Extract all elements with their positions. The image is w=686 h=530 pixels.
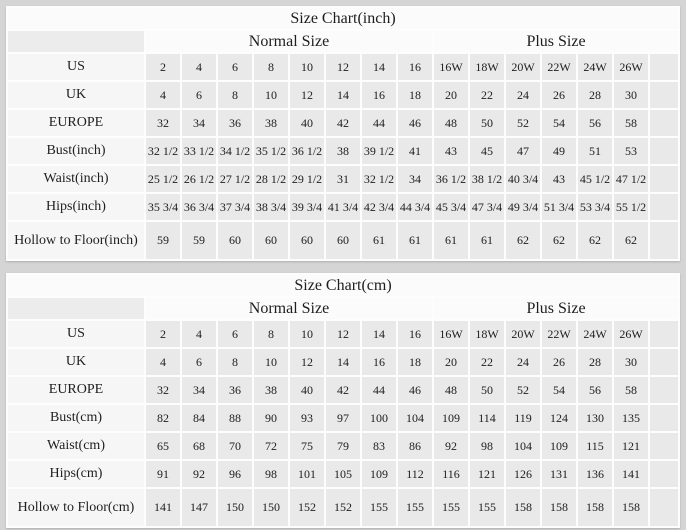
row-label: UK [8,349,144,375]
size-chart-inch [6,6,680,261]
size-cell: 34 [182,110,216,136]
row-label: US [8,54,144,80]
size-cell: 29 1/2 [290,166,324,192]
size-cell: 51 3/4 [542,194,576,220]
size-cell: 61 [434,222,468,259]
size-cell: 91 [146,461,180,487]
size-cell: 116 [434,461,468,487]
size-cell: 26W [614,54,648,80]
size-cell: 31 [326,166,360,192]
filler-cell [650,194,678,220]
filler-cell [650,433,678,459]
filler-cell [650,405,678,431]
size-cell: 6 [182,349,216,375]
size-cell: 54 [542,377,576,403]
row-label: Hips(cm) [8,461,144,487]
size-cell: 93 [290,405,324,431]
size-cell: 59 [146,222,180,259]
size-cell: 41 3/4 [326,194,360,220]
size-cell: 36 3/4 [182,194,216,220]
size-cell: 38 [326,138,360,164]
size-cell: 4 [182,321,216,347]
size-cell: 43 [434,138,468,164]
size-cell: 126 [506,461,540,487]
row-label: Bust(inch) [8,138,144,164]
size-cell: 10 [254,82,288,108]
size-cell: 24 [506,82,540,108]
size-cell: 105 [326,461,360,487]
size-cell: 152 [326,489,360,526]
size-cell: 119 [506,405,540,431]
size-cell: 88 [218,405,252,431]
size-cell: 20 [434,349,468,375]
size-cell: 30 [614,349,648,375]
table-row [8,166,678,192]
size-cell: 62 [578,222,612,259]
size-cell: 36 1/2 [290,138,324,164]
size-cell: 92 [434,433,468,459]
size-cell: 53 3/4 [578,194,612,220]
size-cell: 43 [542,166,576,192]
size-cell: 121 [470,461,504,487]
size-cell: 62 [614,222,648,259]
size-cell: 75 [290,433,324,459]
row-label: EUROPE [8,110,144,136]
size-cell: 61 [470,222,504,259]
size-cell: 10 [290,321,324,347]
size-cell: 101 [290,461,324,487]
filler-cell [650,82,678,108]
size-cell: 34 [182,377,216,403]
size-cell: 46 [398,377,432,403]
size-cell: 155 [362,489,396,526]
size-cell: 86 [398,433,432,459]
size-cell: 20W [506,321,540,347]
table-row [8,349,678,375]
size-cell: 28 [578,82,612,108]
size-cell: 24 [506,349,540,375]
size-cell: 42 [326,377,360,403]
size-cell: 104 [398,405,432,431]
size-cell: 54 [542,110,576,136]
size-cell: 44 3/4 [398,194,432,220]
size-cell: 147 [182,489,216,526]
size-cell: 4 [146,349,180,375]
table-row [8,222,678,259]
size-cell: 46 [398,110,432,136]
size-cell: 24W [578,54,612,80]
size-cell: 6 [182,82,216,108]
table-row [8,54,678,80]
size-cell: 56 [578,110,612,136]
size-cell: 16 [362,349,396,375]
size-cell: 14 [326,82,360,108]
size-cell: 10 [254,349,288,375]
size-cell: 4 [146,82,180,108]
column-group-normal-size: Normal Size [146,31,432,52]
size-cell: 61 [362,222,396,259]
size-cell: 131 [542,461,576,487]
size-cell: 34 [398,166,432,192]
filler-cell [650,166,678,192]
corner-cell [8,298,144,319]
size-cell: 59 [182,222,216,259]
size-cell: 155 [470,489,504,526]
size-cell: 12 [290,349,324,375]
size-cell: 60 [290,222,324,259]
size-cell: 26 [542,82,576,108]
size-cell: 47 3/4 [470,194,504,220]
size-cell: 150 [218,489,252,526]
size-cell: 40 [290,110,324,136]
size-cell: 36 [218,377,252,403]
size-cell: 2 [146,54,180,80]
size-cell: 109 [362,461,396,487]
size-cell: 18W [470,54,504,80]
row-label: Hollow to Floor(cm) [8,489,144,526]
size-cell: 32 1/2 [146,138,180,164]
size-cell: 52 [506,377,540,403]
size-cell: 47 [506,138,540,164]
size-cell: 14 [362,321,396,347]
size-cell: 62 [542,222,576,259]
size-cell: 141 [146,489,180,526]
size-cell: 22 [470,349,504,375]
table-row [8,82,678,108]
size-cell: 40 3/4 [506,166,540,192]
size-cell: 22W [542,321,576,347]
size-cell: 68 [182,433,216,459]
size-cell: 55 1/2 [614,194,648,220]
size-cell: 130 [578,405,612,431]
size-cell: 16 [362,82,396,108]
size-cell: 44 [362,110,396,136]
size-cell: 16 [398,54,432,80]
size-cell: 28 1/2 [254,166,288,192]
size-cell: 8 [218,349,252,375]
size-cell: 141 [614,461,648,487]
size-cell: 36 [218,110,252,136]
table-row [8,321,678,347]
size-cell: 33 1/2 [182,138,216,164]
size-cell: 60 [326,222,360,259]
size-cell: 135 [614,405,648,431]
table-row [8,433,678,459]
size-cell: 36 1/2 [434,166,468,192]
size-cell: 38 3/4 [254,194,288,220]
size-cell: 79 [326,433,360,459]
size-cell: 47 1/2 [614,166,648,192]
size-cell: 28 [578,349,612,375]
size-cell: 20W [506,54,540,80]
size-cell: 2 [146,321,180,347]
size-cell: 16 [398,321,432,347]
row-label: Waist(cm) [8,433,144,459]
corner-cell [8,31,144,52]
size-cell: 136 [578,461,612,487]
size-cell: 26 [542,349,576,375]
size-cell: 109 [542,433,576,459]
size-cell: 158 [578,489,612,526]
size-cell: 152 [290,489,324,526]
size-cell: 51 [578,138,612,164]
size-cell: 82 [146,405,180,431]
size-cell: 4 [182,54,216,80]
size-cell: 40 [290,377,324,403]
size-cell: 32 [146,110,180,136]
table-row [8,405,678,431]
size-cell: 124 [542,405,576,431]
filler-cell [650,377,678,403]
row-label: UK [8,82,144,108]
size-cell: 96 [218,461,252,487]
table-title: Size Chart(inch) [8,8,678,29]
size-cell: 60 [218,222,252,259]
size-cell: 158 [506,489,540,526]
size-cell: 16W [434,54,468,80]
size-cell: 20 [434,82,468,108]
filler-cell [650,138,678,164]
size-cell: 104 [506,433,540,459]
size-cell: 155 [398,489,432,526]
size-table [6,273,680,528]
size-cell: 42 [326,110,360,136]
column-group-plus-size: Plus Size [434,298,678,319]
size-cell: 98 [470,433,504,459]
size-cell: 49 [542,138,576,164]
filler-cell [650,222,678,259]
filler-cell [650,321,678,347]
size-cell: 18 [398,349,432,375]
filler-cell [650,489,678,526]
size-cell: 8 [254,321,288,347]
size-cell: 35 1/2 [254,138,288,164]
size-cell: 60 [254,222,288,259]
row-label: Waist(inch) [8,166,144,192]
size-cell: 27 1/2 [218,166,252,192]
table-row [8,110,678,136]
size-cell: 25 1/2 [146,166,180,192]
size-cell: 112 [398,461,432,487]
table-row [8,194,678,220]
size-cell: 83 [362,433,396,459]
size-cell: 56 [578,377,612,403]
size-cell: 121 [614,433,648,459]
size-cell: 52 [506,110,540,136]
size-cell: 90 [254,405,288,431]
filler-cell [650,349,678,375]
size-cell: 8 [254,54,288,80]
size-cell: 30 [614,82,648,108]
size-cell: 26W [614,321,648,347]
size-cell: 18W [470,321,504,347]
size-cell: 61 [398,222,432,259]
size-cell: 84 [182,405,216,431]
size-cell: 16W [434,321,468,347]
row-label: Hips(inch) [8,194,144,220]
table-row [8,377,678,403]
size-cell: 38 1/2 [470,166,504,192]
size-cell: 6 [218,321,252,347]
size-cell: 37 3/4 [218,194,252,220]
size-cell: 22 [470,82,504,108]
size-cell: 45 3/4 [434,194,468,220]
size-cell: 50 [470,377,504,403]
size-cell: 72 [254,433,288,459]
size-cell: 14 [362,54,396,80]
size-cell: 39 3/4 [290,194,324,220]
size-cell: 12 [290,82,324,108]
size-cell: 70 [218,433,252,459]
size-table [6,6,680,261]
size-cell: 50 [470,110,504,136]
filler-cell [650,110,678,136]
size-cell: 32 1/2 [362,166,396,192]
filler-cell [650,54,678,80]
size-cell: 39 1/2 [362,138,396,164]
size-cell: 62 [506,222,540,259]
size-cell: 18 [398,82,432,108]
size-cell: 44 [362,377,396,403]
size-cell: 42 3/4 [362,194,396,220]
size-cell: 22W [542,54,576,80]
size-cell: 6 [218,54,252,80]
table-title: Size Chart(cm) [8,275,678,296]
size-cell: 158 [542,489,576,526]
size-cell: 45 1/2 [578,166,612,192]
size-cell: 26 1/2 [182,166,216,192]
size-cell: 12 [326,321,360,347]
row-label: US [8,321,144,347]
size-cell: 98 [254,461,288,487]
size-cell: 92 [182,461,216,487]
size-cell: 35 3/4 [146,194,180,220]
row-label: EUROPE [8,377,144,403]
size-cell: 38 [254,377,288,403]
size-cell: 150 [254,489,288,526]
table-row [8,489,678,526]
size-cell: 114 [470,405,504,431]
size-cell: 48 [434,377,468,403]
row-label: Bust(cm) [8,405,144,431]
size-cell: 41 [398,138,432,164]
size-cell: 97 [326,405,360,431]
size-chart-cm [6,273,680,528]
size-cell: 155 [434,489,468,526]
column-group-plus-size: Plus Size [434,31,678,52]
size-cell: 48 [434,110,468,136]
size-cell: 8 [218,82,252,108]
size-cell: 10 [290,54,324,80]
table-row [8,138,678,164]
row-label: Hollow to Floor(inch) [8,222,144,259]
size-cell: 109 [434,405,468,431]
size-cell: 115 [578,433,612,459]
size-cell: 58 [614,377,648,403]
size-cell: 12 [326,54,360,80]
size-cell: 38 [254,110,288,136]
size-cell: 58 [614,110,648,136]
size-cell: 24W [578,321,612,347]
size-cell: 45 [470,138,504,164]
column-group-normal-size: Normal Size [146,298,432,319]
size-cell: 14 [326,349,360,375]
filler-cell [650,461,678,487]
size-cell: 100 [362,405,396,431]
size-cell: 53 [614,138,648,164]
size-cell: 49 3/4 [506,194,540,220]
size-cell: 65 [146,433,180,459]
table-row [8,461,678,487]
size-cell: 34 1/2 [218,138,252,164]
size-cell: 32 [146,377,180,403]
size-cell: 158 [614,489,648,526]
